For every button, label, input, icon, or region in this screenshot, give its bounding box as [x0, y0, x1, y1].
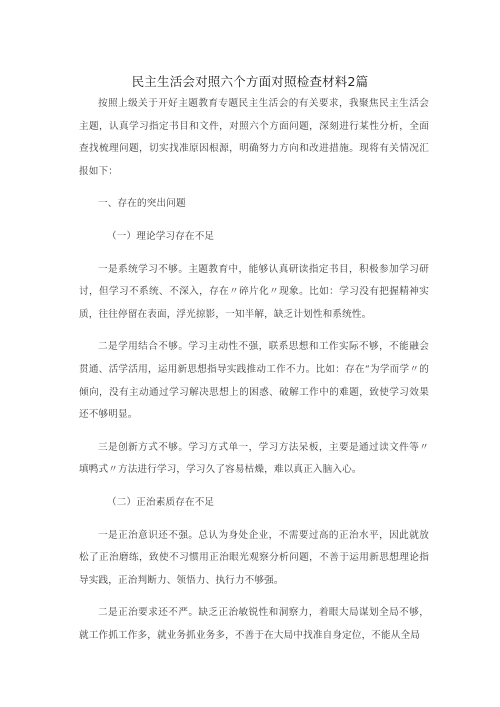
body-paragraph: 一是正治意识还不强。总认为身处企业，不需要过高的正治水平，因此就放松了正治磨练，致使不习惯用正治眼光观察分析问题，不善于运用新思想理论指导实践，正治判断力、领悟力、执行力不够强。 — [79, 529, 429, 586]
document-body — [79, 93, 429, 657]
body-paragraph: 一是系统学习不够。主题教育中，能够认真研读指定书目，积极参加学习研讨，但学习不系统、不深入，存在〃碎片化〃现象。比如：学习没有把握精神实质，往往停留在表面，浮光掠影，一知半解，缺乏计划性和系统性。 — [79, 263, 429, 320]
subsection-heading: （二）正治素质存在不足 — [107, 496, 215, 508]
section-heading: 一、存在的突出问题 — [98, 198, 186, 210]
body-paragraph: 二是学用结合不够。学习主动性不强，联系思想和工作实际不够，不能融会贯通、活学活用，运用新思想指导实践推动工作不力。比如：存在“为学而学〃的倾向，没有主动通过学习解决思想上的困惑、破解工作中的难题，致使学习效果还不够明显。 — [79, 341, 429, 421]
body-paragraph: 按照上级关于开好主题教育专题民主生活会的有关要求，我聚焦民主生活会主题，认真学习指定书目和文件，对照六个方面问题，深刻进行某性分析，全面查找梳理问题，切实找准原因根源，明确努力方向和改进措施。现将有关情况汇报如下： — [79, 98, 429, 177]
document-title: 民主生活会对照六个方面对照检查材料2篇 — [131, 74, 369, 89]
body-paragraph: 三是创新方式不够。学习方式单一，学习方法呆板，主要是通过读文件等〃填鸭式〃方法进行学习，学习久了容易枯燥，难以真正入脑入心。 — [79, 441, 429, 476]
body-paragraph: 二是正治要求还不严。缺乏正治敏锐性和洞察力，着眼大局谋划全局不够，就工作抓工作多，就业务抓业务多，不善于在大局中找准自身定位，不能从全局 — [79, 607, 429, 641]
subsection-heading: （一）理论学习存在不足 — [107, 230, 215, 242]
